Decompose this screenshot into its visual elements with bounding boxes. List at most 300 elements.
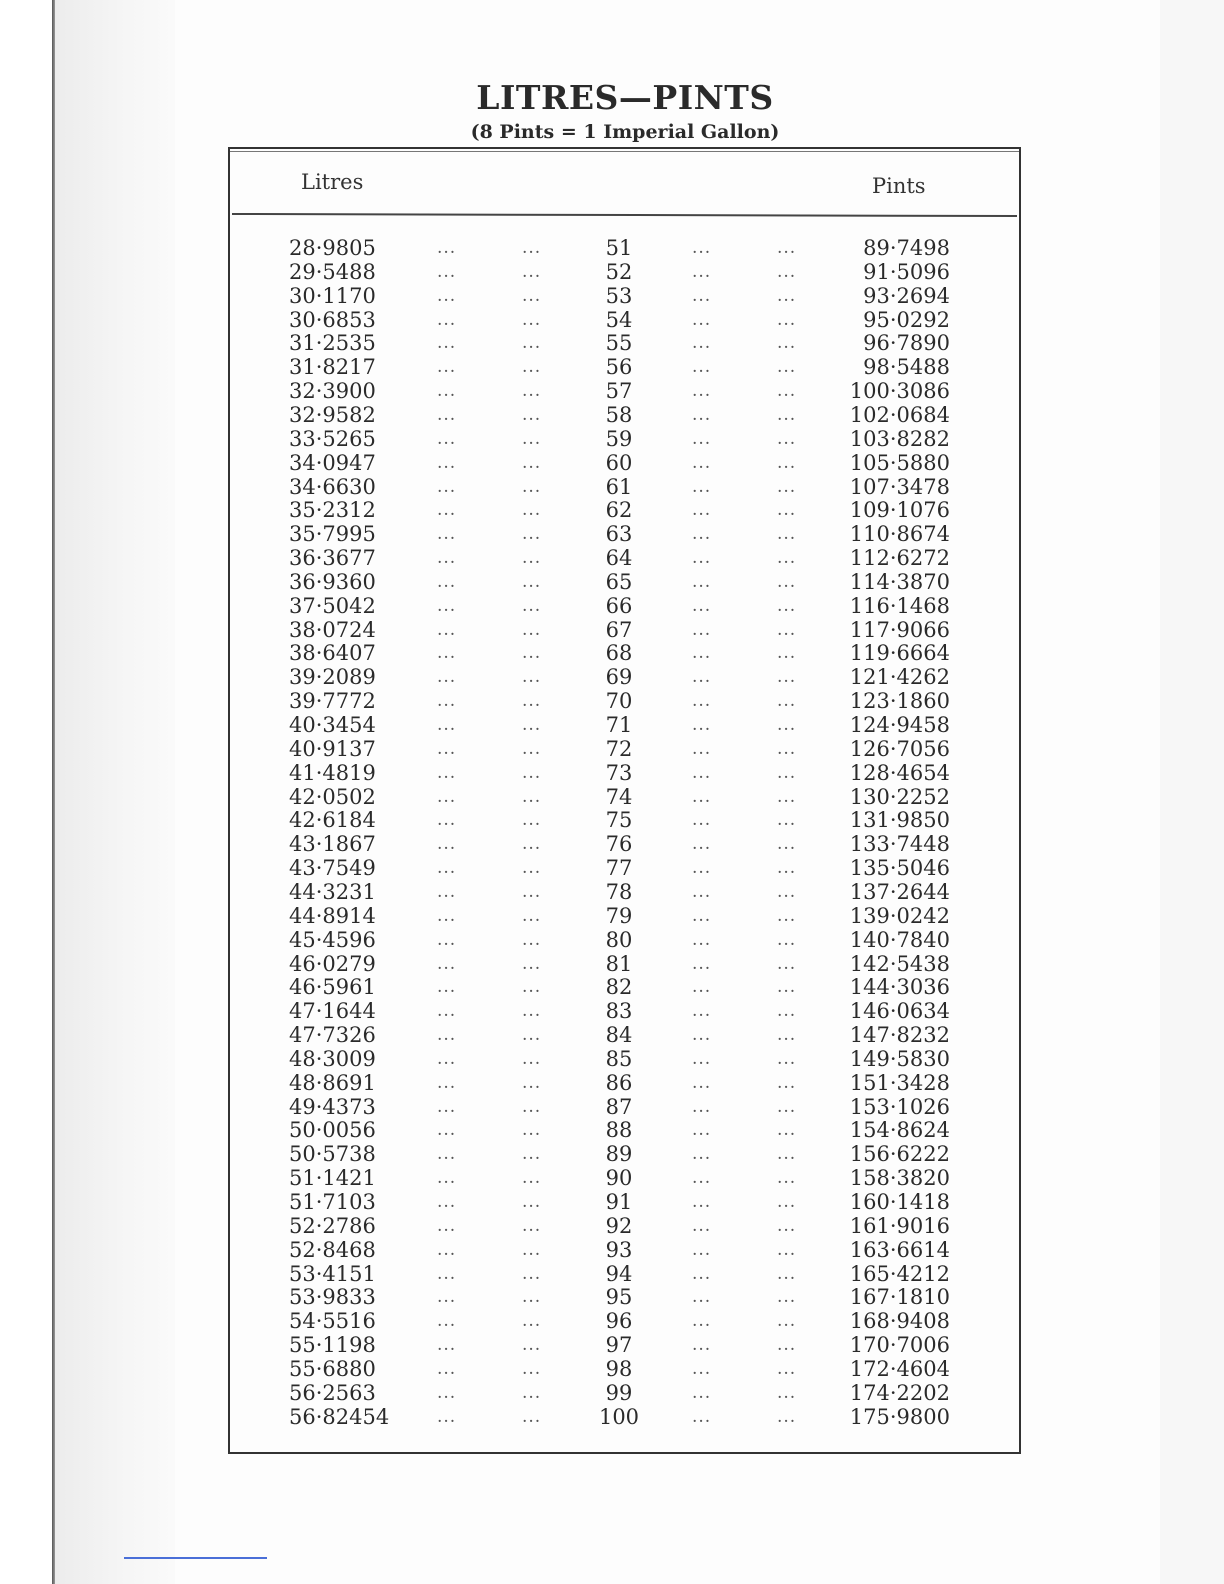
litres-value: 48·8691 bbox=[289, 1070, 376, 1095]
leader-dots: ... bbox=[437, 524, 457, 545]
leader-dots: ... bbox=[522, 1215, 542, 1236]
leader-dots: ... bbox=[692, 309, 712, 330]
leader-dots: ... bbox=[777, 595, 797, 616]
litres-value: 38·0724 bbox=[289, 617, 376, 642]
litres-value: 51·1421 bbox=[289, 1166, 376, 1191]
table-row bbox=[0, 785, 1224, 809]
pints-value: 151·3428 bbox=[849, 1070, 950, 1095]
leader-dots: ... bbox=[692, 929, 712, 950]
pints-value: 131·9850 bbox=[849, 808, 950, 833]
leader-dots: ... bbox=[692, 333, 712, 354]
leader-dots: ... bbox=[692, 1239, 712, 1260]
leader-dots: ... bbox=[692, 786, 712, 807]
pints-value: 103·8282 bbox=[849, 426, 950, 451]
base-value: 67 bbox=[605, 617, 633, 642]
base-value: 83 bbox=[605, 999, 633, 1024]
leader-dots: ... bbox=[522, 786, 542, 807]
leader-dots: ... bbox=[522, 404, 542, 425]
leader-dots: ... bbox=[522, 571, 542, 592]
pints-value: 133·7448 bbox=[849, 832, 950, 857]
leader-dots: ... bbox=[437, 333, 457, 354]
table-row bbox=[0, 618, 1224, 642]
column-header-pints: Pints bbox=[872, 174, 926, 198]
leader-dots: ... bbox=[692, 834, 712, 855]
leader-dots: ... bbox=[692, 1096, 712, 1117]
leader-dots: ... bbox=[777, 810, 797, 831]
leader-dots: ... bbox=[437, 1358, 457, 1379]
litres-value: 55·6880 bbox=[289, 1356, 376, 1381]
table-row bbox=[0, 1405, 1224, 1429]
base-value: 52 bbox=[605, 259, 633, 284]
leader-dots: ... bbox=[437, 1168, 457, 1189]
leader-dots: ... bbox=[437, 786, 457, 807]
table-row bbox=[0, 880, 1224, 904]
leader-dots: ... bbox=[692, 1382, 712, 1403]
leader-dots: ... bbox=[522, 1025, 542, 1046]
litres-value: 31·2535 bbox=[289, 331, 376, 356]
litres-value: 33·5265 bbox=[289, 426, 376, 451]
base-value: 95 bbox=[605, 1285, 633, 1310]
leader-dots: ... bbox=[522, 381, 542, 402]
table-row bbox=[0, 498, 1224, 522]
leader-dots: ... bbox=[692, 1263, 712, 1284]
table-row bbox=[0, 379, 1224, 403]
base-value: 94 bbox=[605, 1261, 633, 1286]
leader-dots: ... bbox=[522, 715, 542, 735]
litres-value: 46·0279 bbox=[289, 951, 376, 976]
leader-dots: ... bbox=[522, 428, 542, 449]
pints-value: 107·3478 bbox=[849, 474, 950, 499]
leader-dots: ... bbox=[777, 1001, 797, 1022]
leader-dots: ... bbox=[437, 1287, 457, 1308]
leader-dots: ... bbox=[437, 500, 457, 521]
litres-value: 56·82454 bbox=[289, 1404, 390, 1429]
table-row bbox=[0, 952, 1224, 976]
base-value: 72 bbox=[605, 736, 633, 761]
base-value: 97 bbox=[605, 1333, 633, 1358]
base-value: 91 bbox=[605, 1190, 633, 1214]
table-row bbox=[0, 999, 1224, 1023]
litres-value: 37·5042 bbox=[289, 593, 376, 618]
table-row bbox=[0, 1333, 1224, 1357]
leader-dots: ... bbox=[777, 1192, 797, 1212]
litres-value: 44·8914 bbox=[289, 903, 376, 928]
leader-dots: ... bbox=[777, 1358, 797, 1379]
pints-value: 89·7498 bbox=[863, 236, 950, 260]
leader-dots: ... bbox=[437, 715, 457, 735]
litres-value: 45·4596 bbox=[289, 927, 376, 952]
table-row bbox=[0, 284, 1224, 308]
leader-dots: ... bbox=[522, 1311, 542, 1332]
leader-dots: ... bbox=[692, 1025, 712, 1046]
leader-dots: ... bbox=[522, 762, 542, 783]
base-value: 78 bbox=[605, 879, 633, 904]
leader-dots: ... bbox=[777, 667, 797, 688]
pints-value: 172·4604 bbox=[849, 1356, 950, 1381]
leader-dots: ... bbox=[437, 357, 457, 378]
table-row bbox=[0, 689, 1224, 713]
base-value: 90 bbox=[605, 1166, 633, 1191]
table-row bbox=[0, 904, 1224, 928]
table-row bbox=[0, 475, 1224, 499]
leader-dots: ... bbox=[692, 1048, 712, 1069]
table-row bbox=[0, 260, 1224, 284]
pints-value: 154·8624 bbox=[849, 1118, 950, 1143]
leader-dots: ... bbox=[777, 571, 797, 592]
leader-dots: ... bbox=[522, 309, 542, 330]
leader-dots: ... bbox=[692, 977, 712, 998]
pints-value: 137·2644 bbox=[849, 879, 950, 904]
leader-dots: ... bbox=[777, 905, 797, 926]
leader-dots: ... bbox=[692, 810, 712, 831]
pints-value: 149·5830 bbox=[849, 1046, 950, 1071]
leader-dots: ... bbox=[777, 428, 797, 449]
pints-value: 116·1468 bbox=[849, 593, 950, 618]
leader-dots: ... bbox=[437, 476, 457, 497]
pints-value: 142·5438 bbox=[849, 951, 950, 976]
leader-dots: ... bbox=[692, 1406, 712, 1427]
leader-dots: ... bbox=[522, 858, 542, 879]
pints-value: 98·5488 bbox=[863, 355, 950, 380]
base-value: 53 bbox=[605, 283, 633, 308]
table-row bbox=[0, 594, 1224, 618]
litres-value: 48·3009 bbox=[289, 1046, 376, 1071]
leader-dots: ... bbox=[437, 571, 457, 592]
leader-dots: ... bbox=[522, 1096, 542, 1117]
pints-value: 121·4262 bbox=[849, 665, 950, 690]
leader-dots: ... bbox=[437, 1382, 457, 1403]
leader-dots: ... bbox=[777, 238, 797, 258]
leader-dots: ... bbox=[522, 1048, 542, 1069]
leader-dots: ... bbox=[777, 762, 797, 783]
leader-dots: ... bbox=[522, 548, 542, 569]
table-row bbox=[0, 1047, 1224, 1071]
leader-dots: ... bbox=[777, 1168, 797, 1189]
leader-dots: ... bbox=[522, 667, 542, 688]
leader-dots: ... bbox=[522, 619, 542, 640]
leader-dots: ... bbox=[522, 1001, 542, 1022]
leader-dots: ... bbox=[437, 643, 457, 664]
pints-value: 112·6272 bbox=[849, 546, 950, 571]
leader-dots: ... bbox=[777, 1072, 797, 1093]
leader-dots: ... bbox=[777, 524, 797, 545]
leader-dots: ... bbox=[777, 476, 797, 497]
base-value: 100 bbox=[598, 1404, 640, 1429]
leader-dots: ... bbox=[777, 1025, 797, 1046]
litres-value: 39·7772 bbox=[289, 689, 376, 714]
table-row bbox=[0, 1262, 1224, 1286]
leader-dots: ... bbox=[437, 1001, 457, 1022]
litres-value: 50·0056 bbox=[289, 1118, 376, 1143]
base-value: 64 bbox=[605, 546, 633, 571]
leader-dots: ... bbox=[692, 357, 712, 378]
table-row bbox=[0, 570, 1224, 594]
pints-value: 174·2202 bbox=[849, 1380, 950, 1405]
leader-dots: ... bbox=[437, 881, 457, 902]
leader-dots: ... bbox=[692, 1311, 712, 1332]
table-row bbox=[0, 403, 1224, 427]
leader-dots: ... bbox=[692, 691, 712, 712]
base-value: 65 bbox=[605, 569, 633, 594]
table-row bbox=[0, 808, 1224, 832]
base-value: 89 bbox=[605, 1142, 633, 1167]
leader-dots: ... bbox=[692, 524, 712, 545]
base-value: 63 bbox=[605, 522, 633, 547]
pints-value: 168·9408 bbox=[849, 1309, 950, 1334]
table-row bbox=[0, 546, 1224, 570]
litres-value: 49·4373 bbox=[289, 1094, 376, 1119]
leader-dots: ... bbox=[437, 381, 457, 402]
leader-dots: ... bbox=[692, 381, 712, 402]
litres-value: 46·5961 bbox=[289, 975, 376, 1000]
base-value: 86 bbox=[605, 1070, 633, 1095]
leader-dots: ... bbox=[777, 977, 797, 998]
leader-dots: ... bbox=[437, 548, 457, 569]
litres-value: 40·3454 bbox=[289, 713, 376, 737]
leader-dots: ... bbox=[777, 881, 797, 902]
leader-dots: ... bbox=[777, 1120, 797, 1141]
base-value: 74 bbox=[605, 784, 633, 809]
leader-dots: ... bbox=[437, 238, 457, 258]
leader-dots: ... bbox=[777, 500, 797, 521]
pints-value: 163·6614 bbox=[849, 1237, 950, 1262]
leader-dots: ... bbox=[437, 762, 457, 783]
table-row bbox=[0, 522, 1224, 546]
litres-value: 32·3900 bbox=[289, 379, 376, 404]
litres-value: 30·6853 bbox=[289, 307, 376, 332]
leader-dots: ... bbox=[437, 261, 457, 282]
leader-dots: ... bbox=[437, 977, 457, 998]
leader-dots: ... bbox=[437, 1096, 457, 1117]
leader-dots: ... bbox=[522, 595, 542, 616]
leader-dots: ... bbox=[522, 285, 542, 306]
pints-value: 140·7840 bbox=[849, 927, 950, 952]
litres-value: 50·5738 bbox=[289, 1142, 376, 1167]
leader-dots: ... bbox=[692, 1120, 712, 1141]
base-value: 98 bbox=[605, 1356, 633, 1381]
leader-dots: ... bbox=[522, 261, 542, 282]
table-row bbox=[0, 355, 1224, 379]
leader-dots: ... bbox=[777, 452, 797, 473]
leader-dots: ... bbox=[777, 691, 797, 712]
leader-dots: ... bbox=[692, 548, 712, 569]
leader-dots: ... bbox=[437, 619, 457, 640]
table-row bbox=[0, 928, 1224, 952]
pints-value: 170·7006 bbox=[849, 1333, 950, 1358]
litres-value: 47·7326 bbox=[289, 1023, 376, 1048]
leader-dots: ... bbox=[437, 1215, 457, 1236]
leader-dots: ... bbox=[777, 381, 797, 402]
leader-dots: ... bbox=[437, 929, 457, 950]
leader-dots: ... bbox=[437, 428, 457, 449]
leader-dots: ... bbox=[777, 1382, 797, 1403]
litres-value: 52·2786 bbox=[289, 1213, 376, 1238]
leader-dots: ... bbox=[777, 619, 797, 640]
base-value: 60 bbox=[605, 450, 633, 475]
leader-dots: ... bbox=[777, 404, 797, 425]
litres-value: 54·5516 bbox=[289, 1309, 376, 1334]
leader-dots: ... bbox=[777, 1263, 797, 1284]
leader-dots: ... bbox=[777, 357, 797, 378]
leader-dots: ... bbox=[777, 1335, 797, 1356]
table-row bbox=[0, 308, 1224, 332]
leader-dots: ... bbox=[437, 667, 457, 688]
table-row bbox=[0, 236, 1224, 260]
leader-dots: ... bbox=[777, 738, 797, 759]
leader-dots: ... bbox=[522, 500, 542, 521]
pints-value: 123·1860 bbox=[849, 689, 950, 714]
base-value: 85 bbox=[605, 1046, 633, 1071]
table-row bbox=[0, 737, 1224, 761]
table-row bbox=[0, 451, 1224, 475]
leader-dots: ... bbox=[522, 238, 542, 258]
base-value: 73 bbox=[605, 760, 633, 785]
table-row bbox=[0, 1381, 1224, 1405]
leader-dots: ... bbox=[777, 1311, 797, 1332]
base-value: 80 bbox=[605, 927, 633, 952]
pints-value: 139·0242 bbox=[849, 903, 950, 928]
leader-dots: ... bbox=[437, 953, 457, 974]
litres-value: 56·2563 bbox=[289, 1380, 376, 1405]
base-value: 68 bbox=[605, 641, 633, 666]
table-row bbox=[0, 1023, 1224, 1047]
leader-dots: ... bbox=[437, 738, 457, 759]
page-title: LITRES—PINTS bbox=[476, 78, 774, 117]
base-value: 81 bbox=[605, 951, 633, 976]
leader-dots: ... bbox=[437, 858, 457, 879]
pints-value: 102·0684 bbox=[849, 402, 950, 427]
base-value: 59 bbox=[605, 426, 633, 451]
leader-dots: ... bbox=[522, 1358, 542, 1379]
leader-dots: ... bbox=[522, 1406, 542, 1427]
leader-dots: ... bbox=[692, 858, 712, 879]
leader-dots: ... bbox=[522, 1382, 542, 1403]
base-value: 62 bbox=[605, 498, 633, 523]
leader-dots: ... bbox=[777, 285, 797, 306]
base-value: 99 bbox=[605, 1380, 633, 1405]
leader-dots: ... bbox=[692, 905, 712, 926]
base-value: 58 bbox=[605, 402, 633, 427]
litres-value: 44·3231 bbox=[289, 879, 376, 904]
leader-dots: ... bbox=[437, 1406, 457, 1427]
leader-dots: ... bbox=[777, 643, 797, 664]
leader-dots: ... bbox=[692, 1287, 712, 1308]
leader-dots: ... bbox=[692, 571, 712, 592]
leader-dots: ... bbox=[437, 1239, 457, 1260]
table-row bbox=[0, 856, 1224, 880]
base-value: 51 bbox=[605, 236, 633, 260]
leader-dots: ... bbox=[437, 834, 457, 855]
leader-dots: ... bbox=[522, 738, 542, 759]
pints-value: 110·8674 bbox=[849, 522, 950, 547]
pints-value: 128·4654 bbox=[849, 760, 950, 785]
leader-dots: ... bbox=[522, 977, 542, 998]
leader-dots: ... bbox=[437, 595, 457, 616]
pints-value: 146·0634 bbox=[849, 999, 950, 1024]
table-row bbox=[0, 1095, 1224, 1119]
base-value: 54 bbox=[605, 307, 633, 332]
leader-dots: ... bbox=[692, 285, 712, 306]
leader-dots: ... bbox=[692, 452, 712, 473]
table-row bbox=[0, 1166, 1224, 1190]
leader-dots: ... bbox=[692, 881, 712, 902]
leader-dots: ... bbox=[437, 404, 457, 425]
base-value: 88 bbox=[605, 1118, 633, 1143]
pints-value: 144·3036 bbox=[849, 975, 950, 1000]
base-value: 70 bbox=[605, 689, 633, 714]
leader-dots: ... bbox=[777, 834, 797, 855]
base-value: 92 bbox=[605, 1213, 633, 1238]
leader-dots: ... bbox=[692, 667, 712, 688]
pints-value: 119·6664 bbox=[849, 641, 950, 666]
leader-dots: ... bbox=[777, 786, 797, 807]
litres-value: 55·1198 bbox=[289, 1333, 376, 1358]
base-value: 79 bbox=[605, 903, 633, 928]
base-value: 57 bbox=[605, 379, 633, 404]
litres-value: 42·6184 bbox=[289, 808, 376, 833]
leader-dots: ... bbox=[692, 238, 712, 258]
base-value: 82 bbox=[605, 975, 633, 1000]
leader-dots: ... bbox=[522, 929, 542, 950]
litres-value: 51·7103 bbox=[289, 1190, 376, 1214]
pints-value: 91·5096 bbox=[863, 259, 950, 284]
leader-dots: ... bbox=[777, 1406, 797, 1427]
pints-value: 153·1026 bbox=[849, 1094, 950, 1119]
base-value: 56 bbox=[605, 355, 633, 380]
leader-dots: ... bbox=[522, 810, 542, 831]
leader-dots: ... bbox=[522, 476, 542, 497]
leader-dots: ... bbox=[777, 1287, 797, 1308]
leader-dots: ... bbox=[692, 1072, 712, 1093]
table-row bbox=[0, 331, 1224, 355]
pints-value: 117·9066 bbox=[849, 617, 950, 642]
leader-dots: ... bbox=[777, 715, 797, 735]
leader-dots: ... bbox=[777, 1048, 797, 1069]
leader-dots: ... bbox=[692, 595, 712, 616]
leader-dots: ... bbox=[692, 1001, 712, 1022]
base-value: 84 bbox=[605, 1023, 633, 1048]
leader-dots: ... bbox=[437, 1048, 457, 1069]
base-value: 61 bbox=[605, 474, 633, 499]
pints-value: 158·3820 bbox=[849, 1166, 950, 1191]
litres-value: 43·1867 bbox=[289, 832, 376, 857]
column-header-litres: Litres bbox=[301, 170, 364, 194]
leader-dots: ... bbox=[437, 1192, 457, 1212]
pints-value: 96·7890 bbox=[863, 331, 950, 356]
leader-dots: ... bbox=[522, 524, 542, 545]
base-value: 87 bbox=[605, 1094, 633, 1119]
litres-value: 35·7995 bbox=[289, 522, 376, 547]
leader-dots: ... bbox=[522, 357, 542, 378]
pints-value: 165·4212 bbox=[849, 1261, 950, 1286]
leader-dots: ... bbox=[437, 1120, 457, 1141]
base-value: 55 bbox=[605, 331, 633, 356]
leader-dots: ... bbox=[522, 905, 542, 926]
table-row bbox=[0, 1142, 1224, 1166]
litres-value: 29·5488 bbox=[289, 259, 376, 284]
leader-dots: ... bbox=[522, 1287, 542, 1308]
leader-dots: ... bbox=[777, 1239, 797, 1260]
leader-dots: ... bbox=[522, 452, 542, 473]
leader-dots: ... bbox=[692, 404, 712, 425]
leader-dots: ... bbox=[692, 1192, 712, 1212]
litres-value: 42·0502 bbox=[289, 784, 376, 809]
leader-dots: ... bbox=[437, 452, 457, 473]
litres-value: 43·7549 bbox=[289, 856, 376, 881]
base-value: 96 bbox=[605, 1309, 633, 1334]
pints-value: 124·9458 bbox=[849, 713, 950, 737]
leader-dots: ... bbox=[692, 619, 712, 640]
